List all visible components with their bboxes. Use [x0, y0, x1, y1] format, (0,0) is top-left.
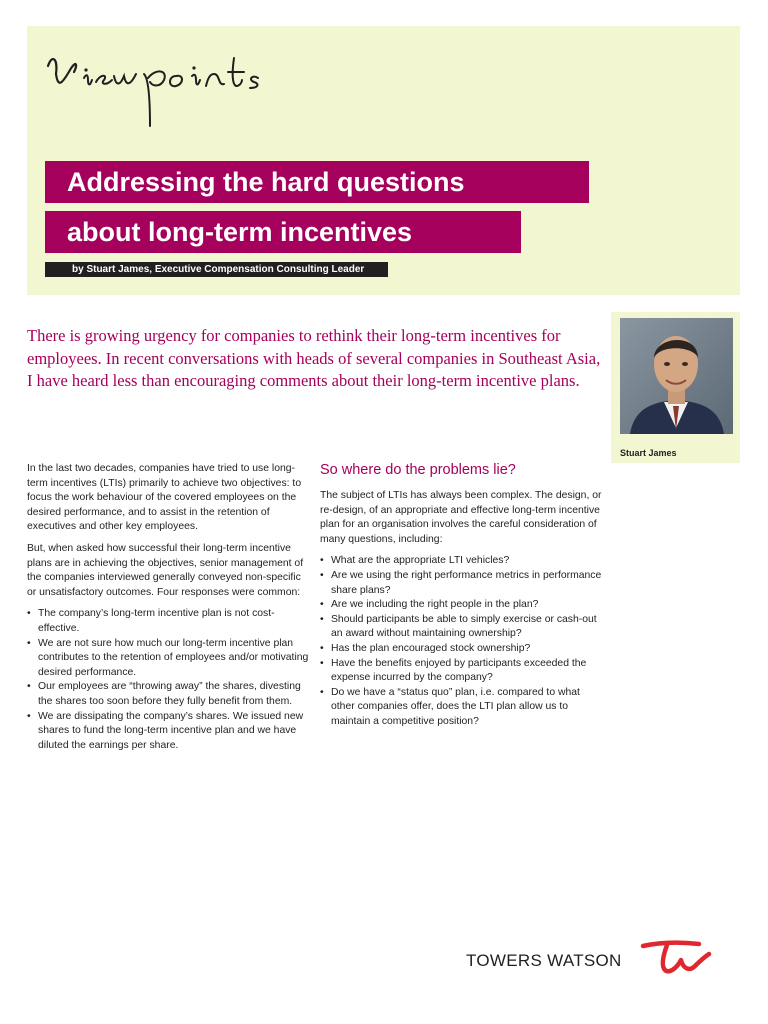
list-item: • Our employees are “throwing away” the shares, divesting the shares too soon before they fully benefit from them.: [27, 680, 312, 709]
photo-caption: Stuart James: [620, 448, 677, 458]
list-item: • What are the appropriate LTI vehicles?: [320, 554, 605, 569]
list-item: • Are we including the right people in the plan?: [320, 598, 605, 613]
list-item: • Has the plan encouraged stock ownership?: [320, 642, 605, 657]
list-item: • Should participants be able to simply exercise or cash-out an award without maintaining ownership?: [320, 613, 605, 642]
section-heading: So where do the problems lie?: [320, 462, 516, 478]
list-item: • Are we using the right performance metrics in performance share plans?: [320, 569, 605, 598]
brand-name: TOWERS WATSON: [466, 951, 622, 970]
right-column: [320, 461, 605, 737]
list-item: • We are dissipating the company’s shares. We issued new shares to fund the long-term incentive plan and we have diluted the earnings per share.: [27, 710, 312, 754]
list-item: • Have the benefits enjoyed by participants exceeded the expense incurred by the company?: [320, 657, 605, 686]
towers-watson-tw-mark-icon: [641, 938, 726, 976]
list-item: • We are not sure how much our long-term incentive plan contributes to the retention of employees and/or motivating desired performance.: [27, 637, 312, 681]
left-bullet-list: [27, 607, 312, 753]
list-item: • The company’s long-term incentive plan is not cost-effective.: [27, 607, 312, 636]
right-paragraph: The subject of LTIs has always been complex. The design, or re-design, of an appropriate and effective long-term incentive plan for an organisation involves the careful consideration of many questions, including:: [320, 490, 602, 545]
right-bullet-list: [320, 554, 605, 729]
left-paragraph-1: In the last two decades, companies have tried to use long-term incentives (LTIs) primarily to achieve two objectives: to focus the work behaviour of the covered employees on the desired performance, and to assist in the retention of executives and other key employees.: [27, 463, 302, 533]
viewpoints-script-icon: [44, 44, 374, 134]
left-paragraph-2: But, when asked how successful their long-term incentive plans are in achieving the objectives, senior management of the companies interviewed generally conveyed non-specific or unsatisfactory outcomes. Four responses were common:: [27, 542, 304, 598]
title-line-2: about long-term incentives: [45, 211, 521, 253]
intro-paragraph: There is growing urgency for companies to rethink their long-term incentives for employees. In recent conversations with heads of several companies in Southeast Asia, I have heard less than encouraging comments about their long-term incentive plans.: [27, 326, 601, 391]
author-portrait-icon: [620, 318, 733, 434]
towers-watson-brand: [466, 938, 746, 978]
byline: by Stuart James, Executive Compensation Consulting Leader: [45, 262, 388, 277]
viewpoints-logo: [44, 44, 374, 134]
author-photo: [620, 318, 733, 434]
list-item: • Do we have a “status quo” plan, i.e. compared to what other companies offer, does the LTI plan allow us to maintain a competitive position?: [320, 686, 605, 730]
title-line-1: Addressing the hard questions: [45, 161, 589, 203]
left-column: [27, 462, 312, 760]
